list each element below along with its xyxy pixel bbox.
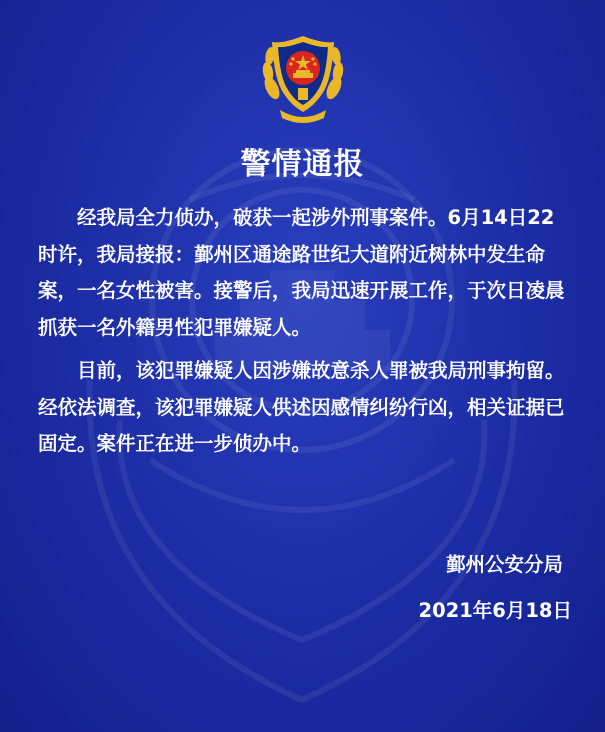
notice-title: 警情通报 <box>240 147 365 182</box>
notice-paragraph-2: 目前，该犯罪嫌疑人因涉嫌故意杀人罪被我局刑事拘留。经依法调查，该犯罪嫌疑人供述因感情纠纷行凶，相关证据已固定。案件正在进一步侦办中。 <box>38 359 565 455</box>
notice-body <box>38 200 568 470</box>
police-badge-icon <box>258 28 348 126</box>
notice-paragraph-1: 经我局全力侦办，破获一起涉外刑事案件。6月14日22时许，我局接报：鄞州区通途路世纪大道附近树林中发生命案，一名女性被害。接警后，我局迅速开展工作，于次日凌晨抓获一名外籍男性犯罪嫌疑人。 <box>38 206 565 339</box>
issue-date: 2021年6月18日 <box>418 599 572 622</box>
issuer-name: 鄞州公安分局 <box>445 553 563 576</box>
